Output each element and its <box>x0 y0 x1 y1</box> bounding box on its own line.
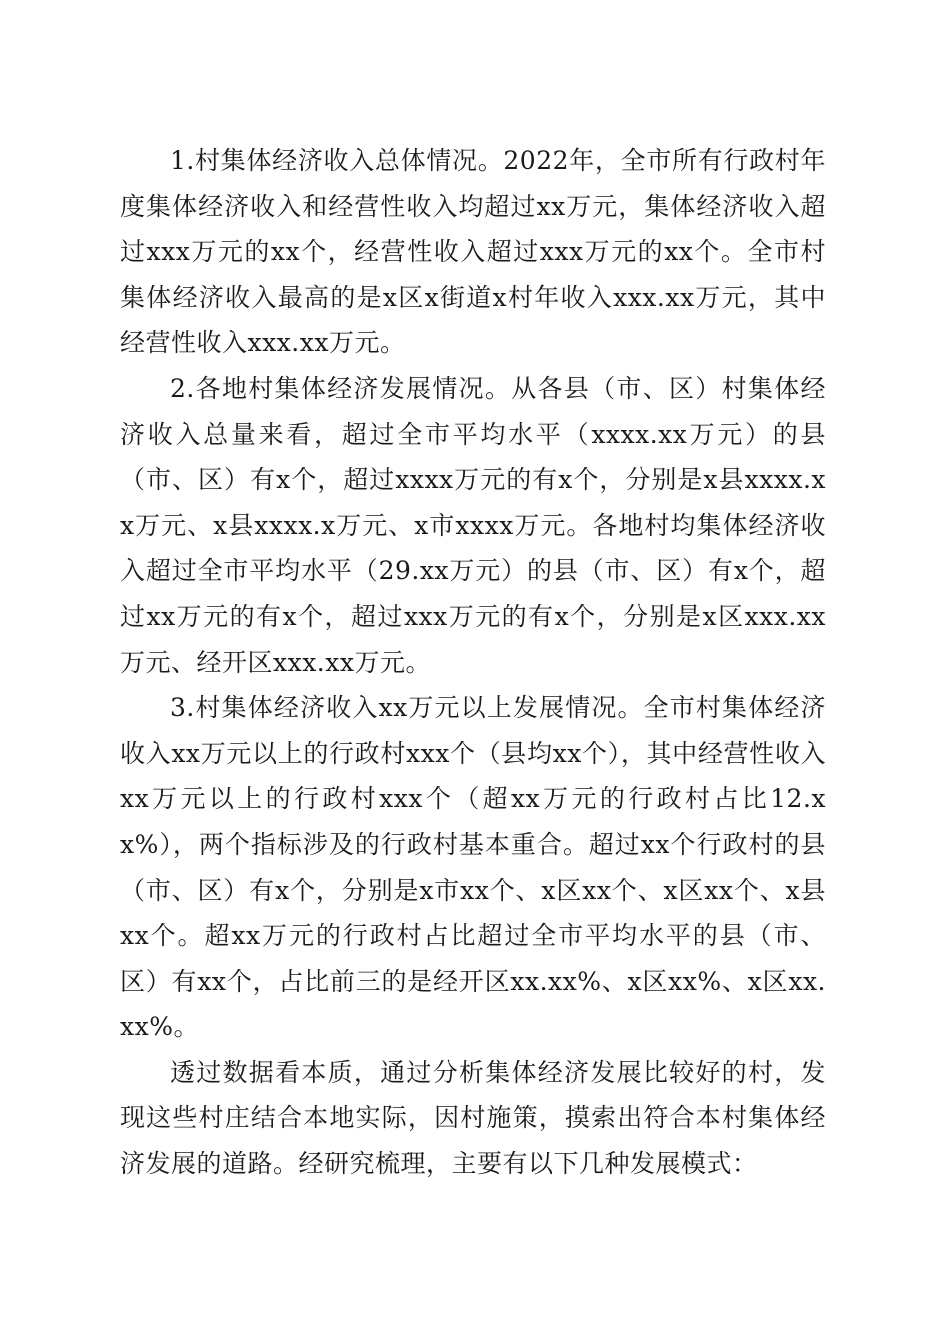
paragraph-development-models-intro: 透过数据看本质，通过分析集体经济发展比较好的村，发现这些村庄结合本地实际，因村施策，摸索出符合本村集体经济发展的道路。经研究梳理，主要有以下几种发展模式： <box>120 1057 826 1179</box>
paragraph-income-threshold-development: 3.村集体经济收入xx万元以上发展情况。全市村集体经济收入xx万元以上的行政村xxx个（县均xx个），其中经营性收入xx万元以上的行政村xxx个（超xx万元的行政村占比12.xx%），两个指标涉及的行政村基本重合。超过xx个行政村的县（市、区）有x个，分别是x市xx个、x区xx个、x区xx个、x县xx个。超xx万元的行政村占比超过全市平均水平的县（市、区）有xx个，占比前三的是经开区xx.xx%、x区xx%、x区xx.xx%。 <box>120 693 826 1042</box>
document-body <box>120 138 826 1187</box>
paragraph-collective-income-overview: 1.村集体经济收入总体情况。2022年，全市所有行政村年度集体经济收入和经营性收入均超过xx万元，集体经济收入超过xxx万元的xx个，经营性收入超过xxx万元的xx个。全市村集体经济收入最高的是x区x街道x村年收入xxx.xx万元，其中经营性收入xxx.xx万元。 <box>120 146 826 358</box>
paragraph-regional-development: 2.各地村集体经济发展情况。从各县（市、区）村集体经济收入总量来看，超过全市平均水平（xxxx.xx万元）的县（市、区）有x个，超过xxxx万元的有x个，分别是x县xxxx.xx万元、x县xxxx.x万元、x市xxxx万元。各地村均集体经济收入超过全市平均水平（29.xx万元）的县（市、区）有x个，超过xx万元的有x个，超过xxx万元的有x个，分别是x区xxx.xx万元、经开区xxx.xx万元。 <box>120 373 826 677</box>
